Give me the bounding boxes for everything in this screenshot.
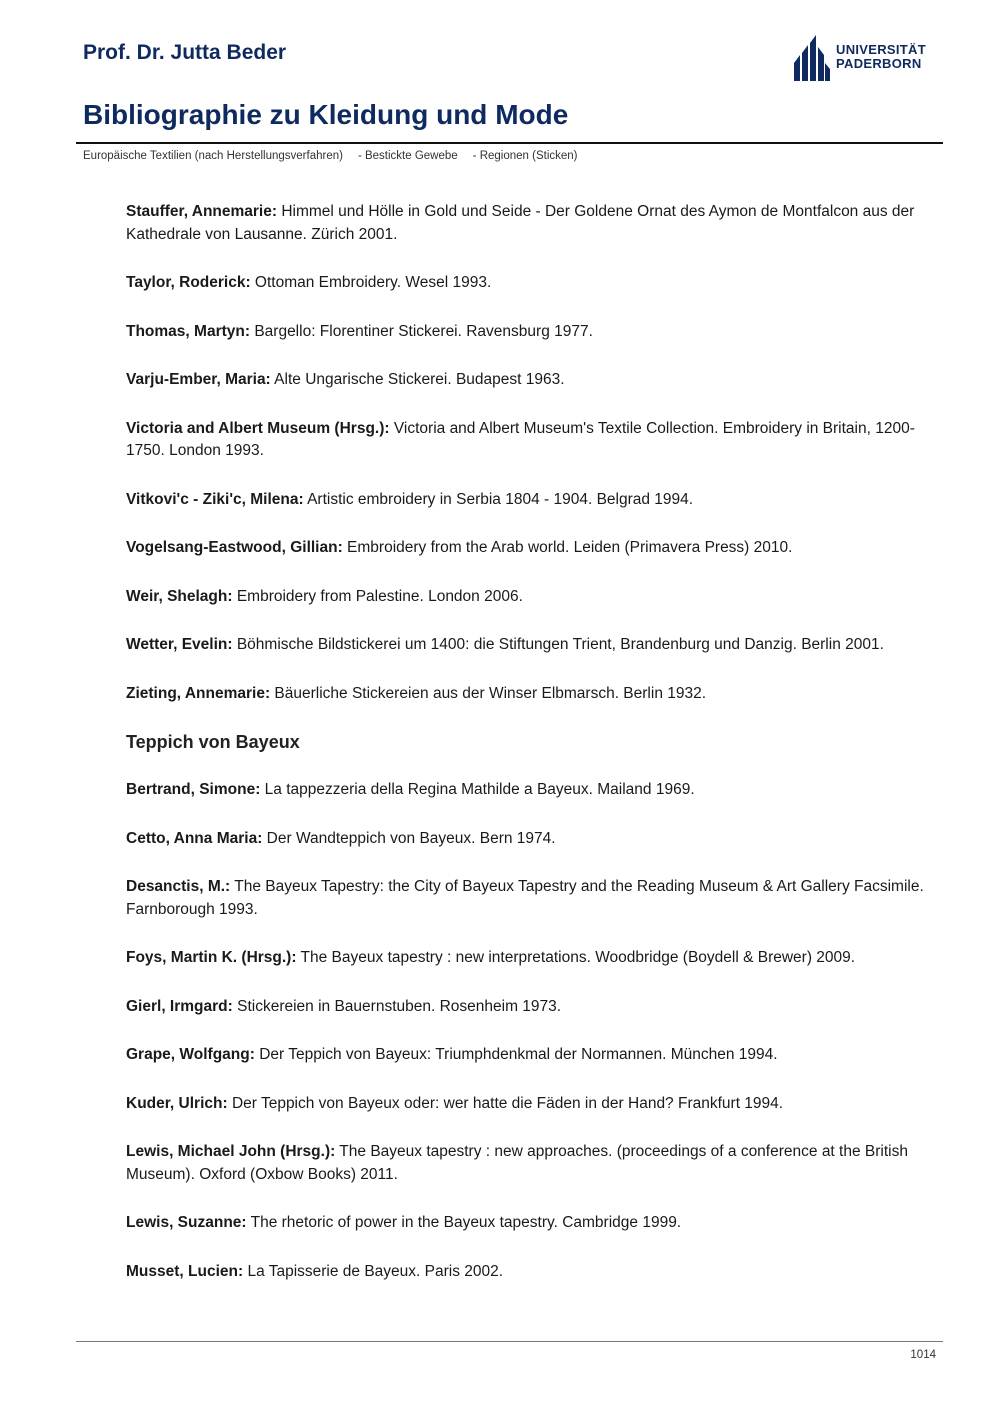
entry-author: Foys, Martin K. (Hrsg.): bbox=[126, 949, 297, 966]
entry-text: Ottoman Embroidery. Wesel 1993. bbox=[250, 274, 492, 291]
entry-author: Victoria and Albert Museum (Hrsg.): bbox=[126, 419, 390, 437]
entry-author: Stauffer, Annemarie: bbox=[126, 203, 278, 220]
entry-text: Victoria and Albert Museum's Textile Collection. Embroidery in Britain, 1200-1750. London 1993. bbox=[126, 419, 915, 459]
bibliography-entry bbox=[126, 1261, 938, 1284]
bibliography-entry bbox=[126, 683, 938, 706]
university-logo bbox=[794, 31, 944, 83]
bibliography-entry bbox=[126, 1141, 938, 1186]
page-title: Bibliographie zu Kleidung und Mode bbox=[83, 99, 569, 130]
bibliography-entry bbox=[126, 272, 938, 295]
bibliography-entry bbox=[126, 201, 938, 246]
bibliography-entry bbox=[126, 947, 938, 970]
entry-author: Zieting, Annemarie: bbox=[126, 684, 271, 702]
bibliography-entry bbox=[126, 489, 938, 512]
bibliography-list bbox=[126, 201, 938, 1309]
bibliography-entry bbox=[126, 996, 938, 1019]
entry-author: Wetter, Evelin: bbox=[126, 636, 233, 653]
bibliography-entry bbox=[126, 779, 938, 802]
entry-text: The Bayeux tapestry : new interpretations. Woodbridge (Boydell & Brewer) 2009. bbox=[296, 949, 856, 966]
breadcrumb bbox=[83, 150, 593, 162]
bibliography-entry bbox=[126, 1212, 938, 1235]
entry-text: Himmel und Hölle in Gold und Seide - Der Goldene Ornat des Aymon de Montfalcon aus der Kathedrale von Lausanne. Zürich 2001. bbox=[126, 203, 915, 243]
entry-text: La Tapisserie de Bayeux. Paris 2002. bbox=[243, 1262, 504, 1280]
bibliography-entry bbox=[126, 321, 938, 344]
entry-text: Der Teppich von Bayeux oder: wer hatte die Fäden in der Hand? Frankfurt 1994. bbox=[227, 1094, 784, 1112]
entry-author: Weir, Shelagh: bbox=[126, 587, 233, 605]
university-paderborn-logo-icon bbox=[794, 33, 830, 81]
entry-text: Embroidery from the Arab world. Leiden (Primavera Press) 2010. bbox=[342, 539, 793, 556]
bibliography-entry bbox=[126, 1044, 938, 1067]
entry-text: Bäuerliche Stickereien aus der Winser Elbmarsch. Berlin 1932. bbox=[270, 684, 707, 702]
entry-author: Desanctis, M.: bbox=[126, 878, 231, 895]
logo-wordmark bbox=[836, 43, 926, 71]
bibliography-entry bbox=[126, 828, 938, 851]
entry-author: Vogelsang-Eastwood, Gillian: bbox=[126, 539, 343, 556]
bibliography-entry bbox=[126, 1093, 938, 1116]
entry-text: Bargello: Florentiner Stickerei. Ravensburg 1977. bbox=[250, 322, 593, 340]
breadcrumb-item: - Regionen (Sticken) bbox=[472, 150, 578, 162]
entry-author: Vitkovi'c - Ziki'c, Milena: bbox=[126, 490, 304, 508]
page-number: 1014 bbox=[910, 1349, 936, 1361]
entry-text: Stickereien in Bauernstuben. Rosenheim 1973. bbox=[232, 997, 562, 1015]
footer-divider bbox=[76, 1341, 943, 1342]
bibliography-entry bbox=[126, 418, 938, 463]
entry-author: Taylor, Roderick: bbox=[126, 274, 251, 291]
entry-author: Musset, Lucien: bbox=[126, 1262, 244, 1280]
entry-text: The Bayeux Tapestry: the City of Bayeux Tapestry and the Reading Museum & Art Gallery Facsimile. Farnborough 1993. bbox=[126, 878, 924, 918]
author-name: Prof. Dr. Jutta Beder bbox=[83, 41, 287, 64]
entry-author: Bertrand, Simone: bbox=[126, 781, 261, 798]
entry-author: Gierl, Irmgard: bbox=[126, 997, 233, 1015]
bibliography-entry bbox=[126, 586, 938, 609]
entry-author: Cetto, Anna Maria: bbox=[126, 829, 263, 847]
bibliography-entry bbox=[126, 634, 938, 657]
entry-text: Der Teppich von Bayeux: Triumphdenkmal der Normannen. München 1994. bbox=[254, 1046, 778, 1063]
entry-text: Alte Ungarische Stickerei. Budapest 1963. bbox=[270, 371, 565, 388]
entry-author: Varju-Ember, Maria: bbox=[126, 371, 271, 388]
entry-text: Embroidery from Palestine. London 2006. bbox=[232, 587, 523, 605]
entry-author: Lewis, Suzanne: bbox=[126, 1214, 247, 1231]
entry-author: Kuder, Ulrich: bbox=[126, 1094, 228, 1112]
section-heading: Teppich von Bayeux bbox=[126, 732, 300, 752]
logo-line-2: PADERBORN bbox=[836, 56, 922, 71]
entry-text: La tappezzeria della Regina Mathilde a Bayeux. Mailand 1969. bbox=[260, 781, 695, 798]
entry-text: The rhetoric of power in the Bayeux tapestry. Cambridge 1999. bbox=[246, 1214, 682, 1231]
bibliography-entry bbox=[126, 876, 938, 921]
entry-text: Artistic embroidery in Serbia 1804 - 1904. Belgrad 1994. bbox=[303, 490, 694, 508]
entry-text: The Bayeux tapestry : new approaches. (proceedings of a conference at the British Museum). Oxford (Oxbow Books) 2011. bbox=[126, 1143, 908, 1183]
entry-text: Böhmische Bildstickerei um 1400: die Stiftungen Trient, Brandenburg und Danzig. Berlin 2001. bbox=[232, 636, 884, 653]
entry-author: Lewis, Michael John (Hrsg.): bbox=[126, 1143, 336, 1160]
bibliography-entry bbox=[126, 369, 938, 392]
entry-author: Grape, Wolfgang: bbox=[126, 1046, 255, 1063]
entry-author: Thomas, Martyn: bbox=[126, 322, 251, 340]
bibliography-entry bbox=[126, 537, 938, 560]
logo-line-1: UNIVERSITÄT bbox=[836, 42, 926, 57]
breadcrumb-item: Europäische Textilien (nach Herstellungsverfahren) bbox=[83, 150, 343, 162]
entry-text: Der Wandteppich von Bayeux. Bern 1974. bbox=[262, 829, 556, 847]
breadcrumb-item: - Bestickte Gewebe bbox=[357, 150, 458, 162]
header-divider bbox=[76, 142, 943, 144]
